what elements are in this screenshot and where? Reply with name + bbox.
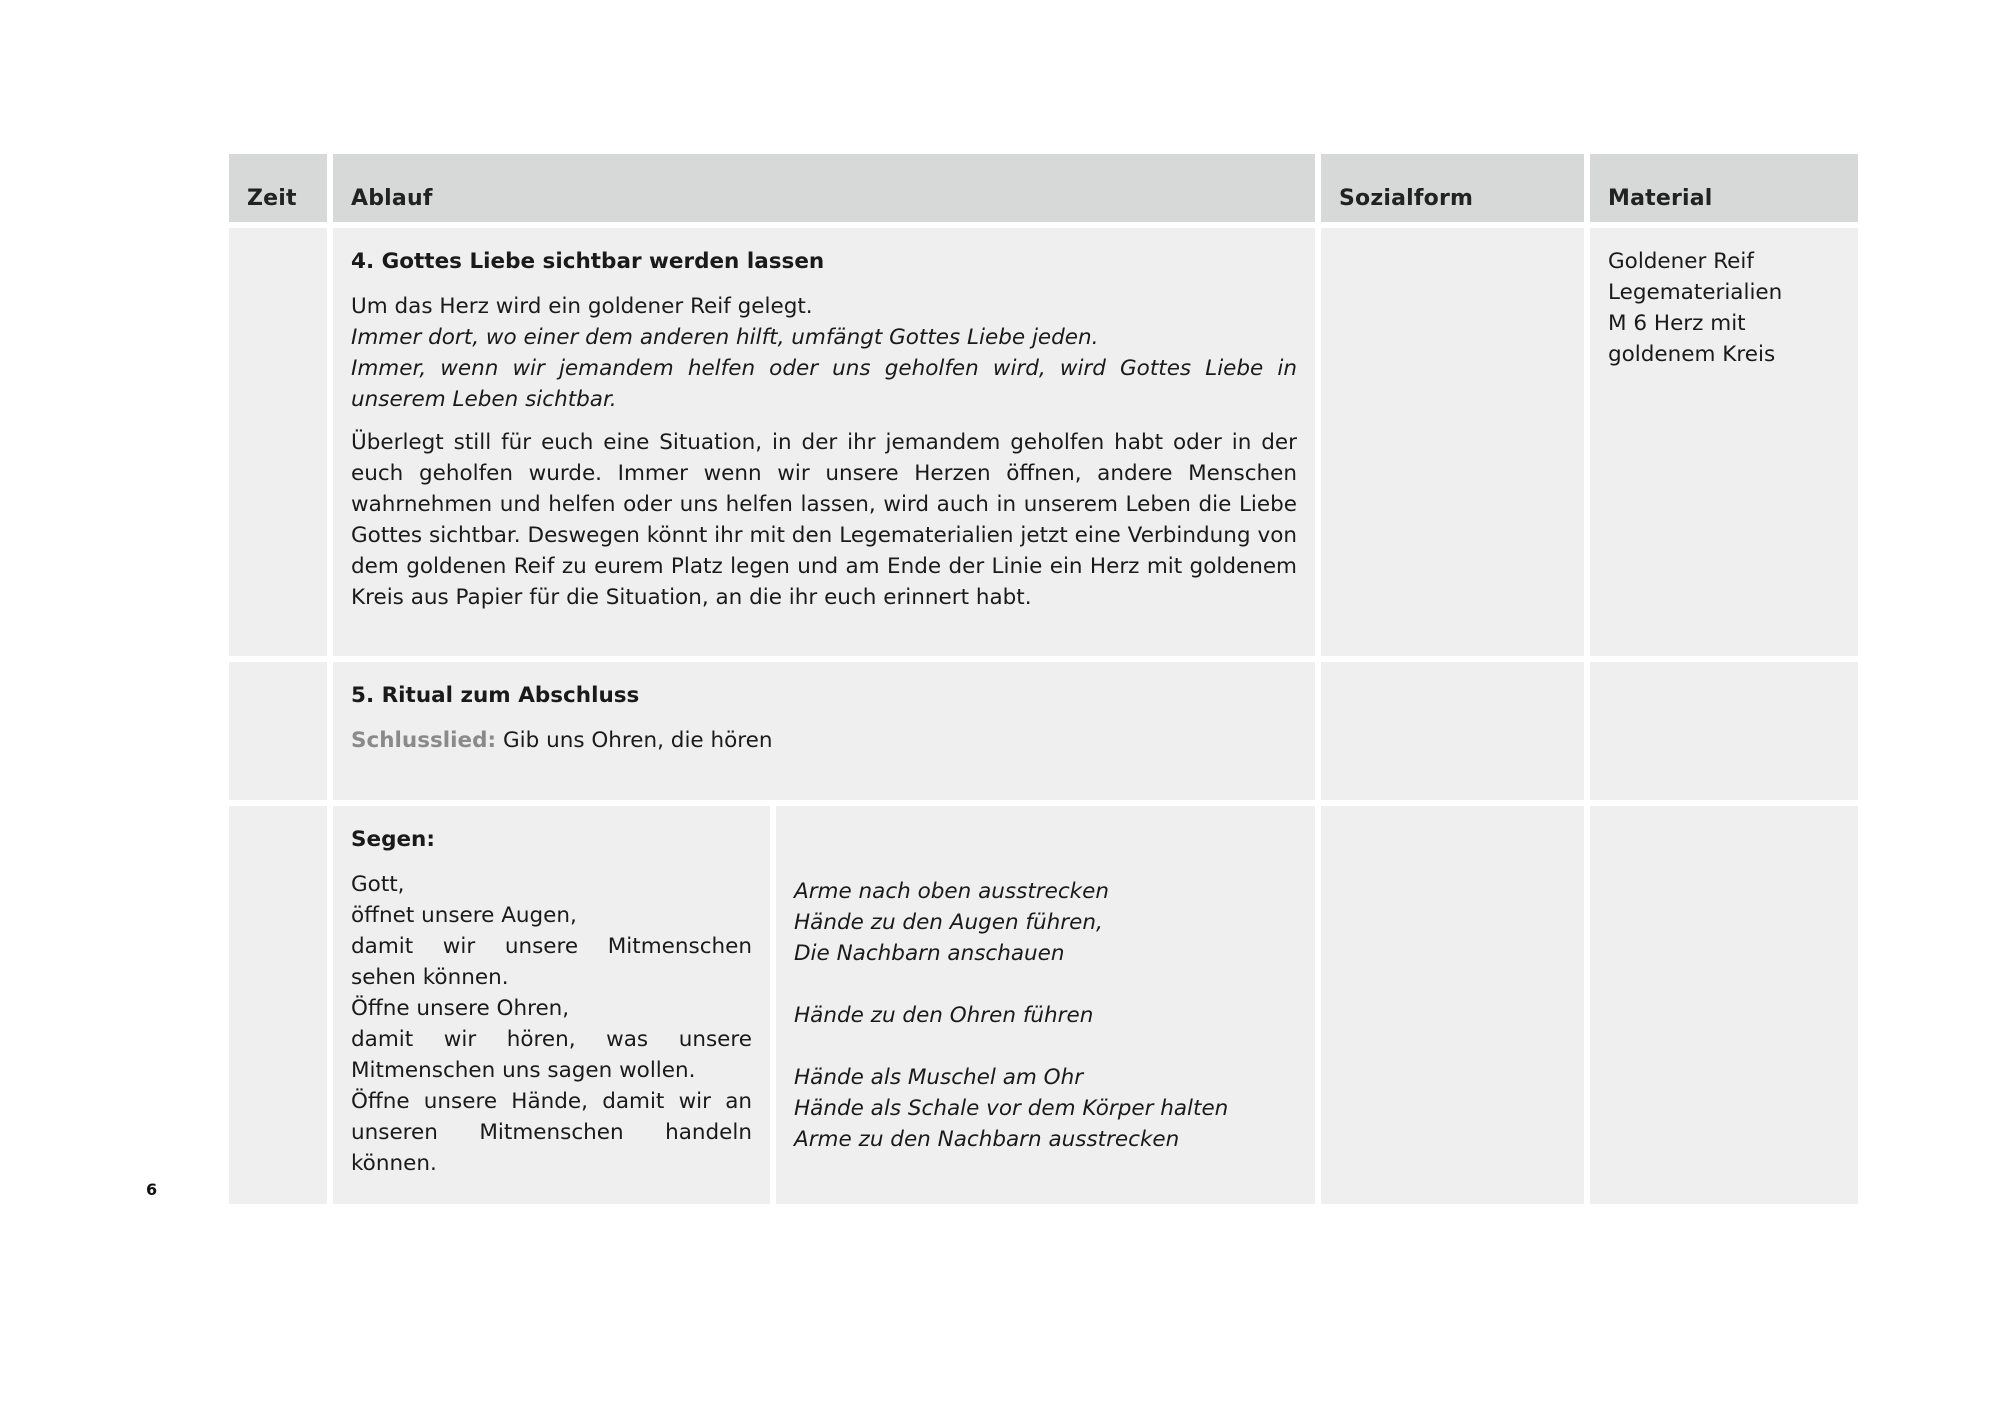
row1-intro: Um das Herz wird ein goldener Reif gelegt.: [351, 294, 813, 319]
row1-ablauf: [333, 228, 1315, 656]
row1-sozialform: [1321, 228, 1584, 656]
page-number: 6: [146, 1180, 158, 1199]
blessing-line: Öffne unsere Hände, damit wir an unseren Mitmenschen handeln können.: [351, 1089, 752, 1176]
row1-quote-1: Immer dort, wo einer dem anderen hilft, umfängt Gottes Liebe jeden.: [351, 325, 1099, 350]
row1-paragraph: Überlegt still für euch eine Situation, in der ihr jemandem geholfen habt oder in der euch geholfen wurde. Immer wenn wir unsere Herzen öffnen, andere Menschen wahrnehmen und helfen oder uns helfen lassen, wird auch in unserem Leben die Liebe Gottes sichtbar. Deswegen könnt ihr mit den Legematerialien jetzt eine Verbindung von dem goldenen Reif zu eurem Platz legen und am Ende der Linie ein Herz mit goldenem Kreis aus Papier für die Situation, an die ihr euch erinnert habt.: [351, 430, 1297, 610]
blessing-line: Öffne unsere Ohren,: [351, 996, 570, 1021]
closing-song-label: Schlusslied:: [351, 728, 497, 753]
row2-material: [1590, 662, 1858, 800]
row1-zeit: [229, 228, 327, 656]
gesture-line: Hände zu den Augen führen,: [794, 910, 1103, 935]
row3-material: [1590, 806, 1858, 1204]
row1-material: [1590, 228, 1858, 656]
row2-ablauf: [333, 662, 1315, 800]
row2-zeit: [229, 662, 327, 800]
header-sozialform-label: Sozialform: [1339, 186, 1474, 211]
header-sozialform: [1321, 154, 1584, 222]
row3-blessing: [333, 806, 770, 1204]
closing-song: [351, 725, 1297, 756]
material-item: M 6 Herz mit: [1608, 311, 1746, 336]
gesture-line: Die Nachbarn anschauen: [794, 941, 1065, 966]
header-ablauf-label: Ablauf: [351, 186, 433, 211]
blessing-line: damit wir hören, was unsere Mitmenschen uns sagen wollen.: [351, 1027, 752, 1083]
row3-gestures: [776, 806, 1315, 1204]
material-item: Legematerialien: [1608, 280, 1783, 305]
blessing-line: öffnet unsere Augen,: [351, 903, 577, 928]
gesture-line: Arme nach oben ausstrecken: [794, 879, 1109, 904]
header-zeit-label: Zeit: [247, 186, 297, 211]
gesture-line: Hände als Muschel am Ohr: [794, 1065, 1084, 1090]
row3-zeit: [229, 806, 327, 1204]
row1-quote-2: Immer, wenn wir jemandem helfen oder uns geholfen wird, wird Gottes Liebe in unserem Leben sichtbar.: [351, 356, 1297, 412]
material-item: goldenem Kreis: [1608, 342, 1776, 367]
gesture-line: Arme zu den Nachbarn ausstrecken: [794, 1127, 1180, 1152]
gesture-line: Hände als Schale vor dem Körper halten: [794, 1096, 1229, 1121]
row3-sozialform: [1321, 806, 1584, 1204]
row3-title: Segen:: [351, 827, 435, 852]
material-item: Goldener Reif: [1608, 249, 1754, 274]
row2-sozialform: [1321, 662, 1584, 800]
header-ablauf: [333, 154, 1315, 222]
row2-title: 5. Ritual zum Abschluss: [351, 683, 640, 708]
header-zeit: [229, 154, 327, 222]
header-material-label: Material: [1608, 186, 1713, 211]
blessing-line: Gott,: [351, 872, 405, 897]
row1-title: 4. Gottes Liebe sichtbar werden lassen: [351, 249, 825, 274]
gesture-line: Hände zu den Ohren führen: [794, 1003, 1094, 1028]
header-material: [1590, 154, 1858, 222]
closing-song-title: Gib uns Ohren, die hören: [502, 728, 773, 753]
blessing-line: damit wir unsere Mitmenschen sehen können.: [351, 934, 752, 990]
